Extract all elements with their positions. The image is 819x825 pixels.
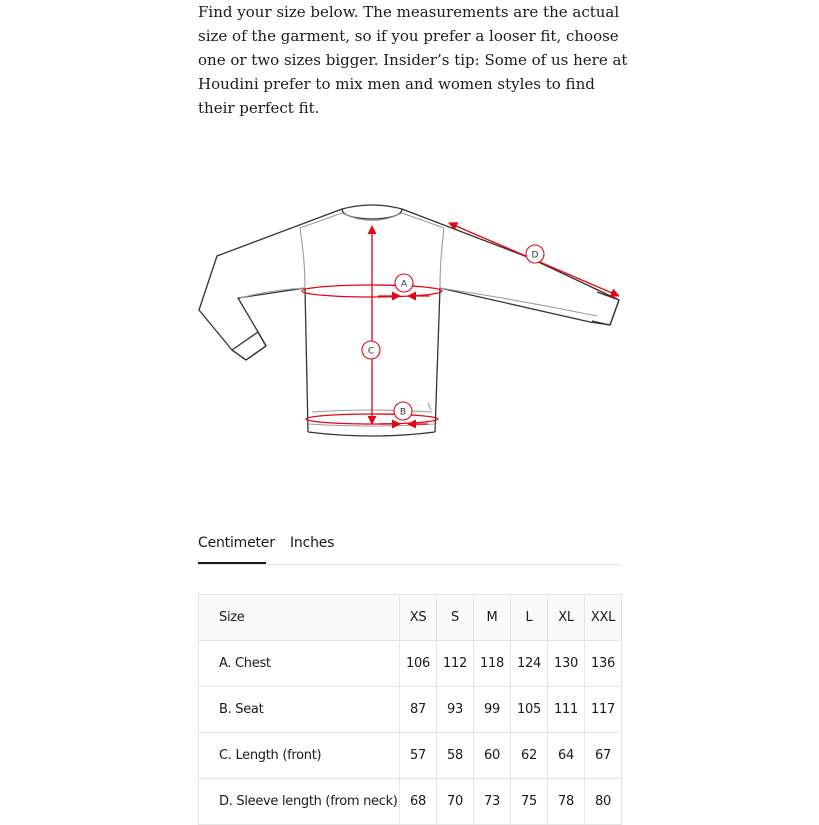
table-cell: 57 <box>400 733 437 779</box>
row-label: C. Length (front) <box>199 733 400 779</box>
marker-d <box>526 245 544 263</box>
table-cell: 60 <box>474 733 511 779</box>
table-cell: 117 <box>585 687 622 733</box>
table-cell: 58 <box>437 733 474 779</box>
table-cell: 78 <box>548 779 585 825</box>
marker-c <box>362 341 380 359</box>
table-header-label: Size <box>199 595 400 641</box>
table-header-size: L <box>511 595 548 641</box>
sweater-seams <box>240 213 597 426</box>
table-cell: 112 <box>437 641 474 687</box>
svg-text:D: D <box>531 250 539 261</box>
svg-text:B: B <box>399 407 407 418</box>
table-header-size: XXL <box>585 595 622 641</box>
table-row <box>199 733 622 779</box>
sweater-outline <box>199 205 619 436</box>
table-header-size: M <box>474 595 511 641</box>
table-cell: 118 <box>474 641 511 687</box>
table-header-size: XS <box>400 595 437 641</box>
table-row <box>199 779 622 825</box>
table-cell: 80 <box>585 779 622 825</box>
intro-text: Find your size below. The measurements are the actual size of the garment, so if you prefer a looser fit, choose one or two sizes bigger. Insider’s tip: Some of us here at Houdini prefer to mix men and women styles to find their perfect fit. <box>198 3 628 117</box>
table-row <box>199 687 622 733</box>
tab-inches[interactable]: Inches <box>290 535 335 551</box>
svg-text:A: A <box>400 279 408 290</box>
marker-b <box>394 402 412 420</box>
table-cell: 106 <box>400 641 437 687</box>
table-cell: 67 <box>585 733 622 779</box>
row-label: A. Chest <box>199 641 400 687</box>
marker-a <box>395 274 413 292</box>
table-cell: 75 <box>511 779 548 825</box>
table-cell: 99 <box>474 687 511 733</box>
unit-tabs <box>198 532 621 565</box>
table-row <box>199 641 622 687</box>
table-header-size: S <box>437 595 474 641</box>
row-label: B. Seat <box>199 687 400 733</box>
measurement-lines <box>302 223 619 424</box>
table-cell: 68 <box>400 779 437 825</box>
garment-measurement-diagram <box>195 195 625 445</box>
table-cell: 105 <box>511 687 548 733</box>
table-cell: 70 <box>437 779 474 825</box>
table-cell: 136 <box>585 641 622 687</box>
table-header-size: XL <box>548 595 585 641</box>
table-cell: 73 <box>474 779 511 825</box>
svg-text:C: C <box>367 346 375 357</box>
table-cell: 111 <box>548 687 585 733</box>
table-cell: 124 <box>511 641 548 687</box>
tab-centimeter[interactable]: Centimeter <box>198 532 266 564</box>
table-cell: 130 <box>548 641 585 687</box>
table-cell: 87 <box>400 687 437 733</box>
table-header-row <box>199 595 622 641</box>
table-cell: 64 <box>548 733 585 779</box>
size-table <box>198 594 622 825</box>
table-cell: 62 <box>511 733 548 779</box>
row-label: D. Sleeve length (from neck) <box>199 779 400 825</box>
table-cell: 93 <box>437 687 474 733</box>
